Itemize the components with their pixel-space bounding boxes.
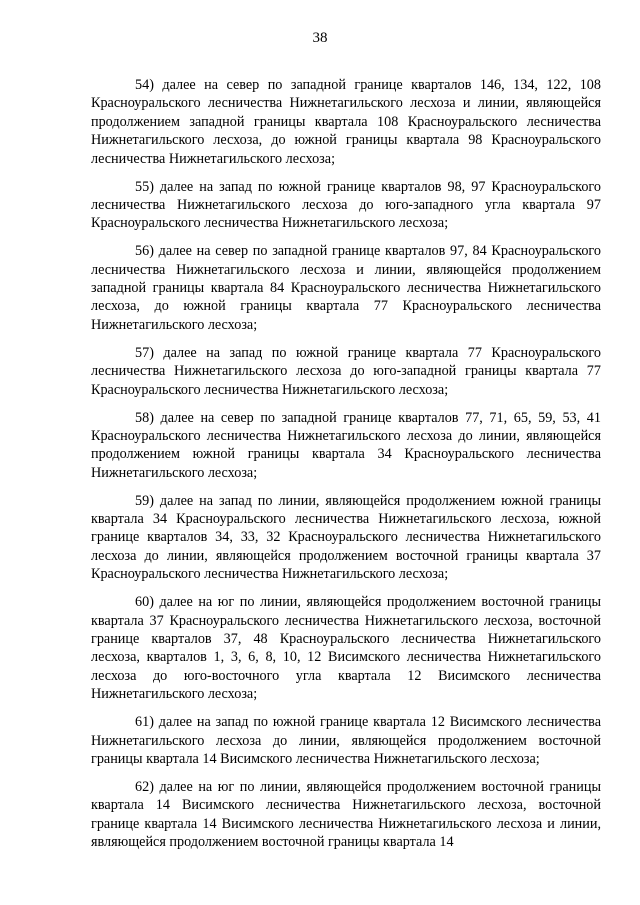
paragraph-57: 57) далее на запад по южной границе квартала 77 Красноуральского лесничества Нижнетагильского лесхоза до юго-западной границы квартала 77 Красноуральского лесничества Нижнетагильского лесхоза; [91, 344, 601, 398]
paragraph-59: 59) далее на запад по линии, являющейся продолжением южной границы квартала 34 Красноуральского лесничества Нижнетагильского лесхоза, южной границе кварталов 34, 33, 32 Красноуральского лесничества Нижнетагильского лесхоза до линии, являющейся продолжением восточной границы квартала 37 Красноуральского лесничества Нижнетагильского лесхоза; [91, 492, 601, 583]
page-number: 38 [312, 30, 328, 46]
paragraph-55: 55) далее на запад по южной границе кварталов 98, 97 Красноуральского лесничества Нижнетагильского лесхоза до юго-западного угла квартала 97 Красноуральского лесничества Нижнетагильского лесхоза; [91, 178, 601, 232]
paragraph-56: 56) далее на север по западной границе кварталов 97, 84 Красноуральского лесничества Нижнетагильского лесхоза и линии, являющейся продолжением западной границы квартала 84 Красноуральского лесничества Нижнетагильского лесхоза, до южной границы квартала 77 Красноуральского лесничества Нижнетагильского лесхоза; [91, 243, 601, 333]
paragraph-54: 54) далее на север по западной границе кварталов 146, 134, 122, 108 Красноуральского лесничества Нижнетагильского лесхоза и линии, являющейся продолжением западной границы квартала 108 Красноуральского лесничества Нижнетагильского лесхоза, до южной границы квартала 98 Красноуральского лесничества Нижнетагильского лесхоза; [91, 77, 601, 167]
paragraph-61: 61) далее на запад по южной границе квартала 12 Висимского лесничества Нижнетагильского лесхоза до линии, являющейся продолжением восточной границы квартала 14 Висимского лесничества Нижнетагильского лесхоза; [91, 714, 601, 767]
paragraph-62: 62) далее на юг по линии, являющейся продолжением восточной границы квартала 14 Висимского лесничества Нижнетагильского лесхоза, восточной границе квартала 14 Висимского лесничества Нижнетагильского лесхоза и линии, являющейся продолжением восточной границы квартала 14 [91, 778, 601, 851]
paragraph-58: 58) далее на север по западной границе кварталов 77, 71, 65, 59, 53, 41 Красноуральского лесничества Нижнетагильского лесхоза до линии, являющейся продолжением южной границы квартала 34 Красноуральского лесничества Нижнетагильского лесхоза; [91, 409, 601, 481]
paragraph-60: 60) далее на юг по линии, являющейся продолжением восточной границы квартала 37 Красноуральского лесничества Нижнетагильского лесхоза, восточной границе кварталов 37, 48 Красноуральского лесничества Нижнетагильского лесхоза, кварталов 1, 3, 6, 8, 10, 12 Висимского лесничества Нижнетагильского лесхоза до юго-восточного угла квартала 12 Висимского лесничества Нижнетагильского лесхоза; [91, 594, 601, 703]
document-body [91, 76, 601, 861]
